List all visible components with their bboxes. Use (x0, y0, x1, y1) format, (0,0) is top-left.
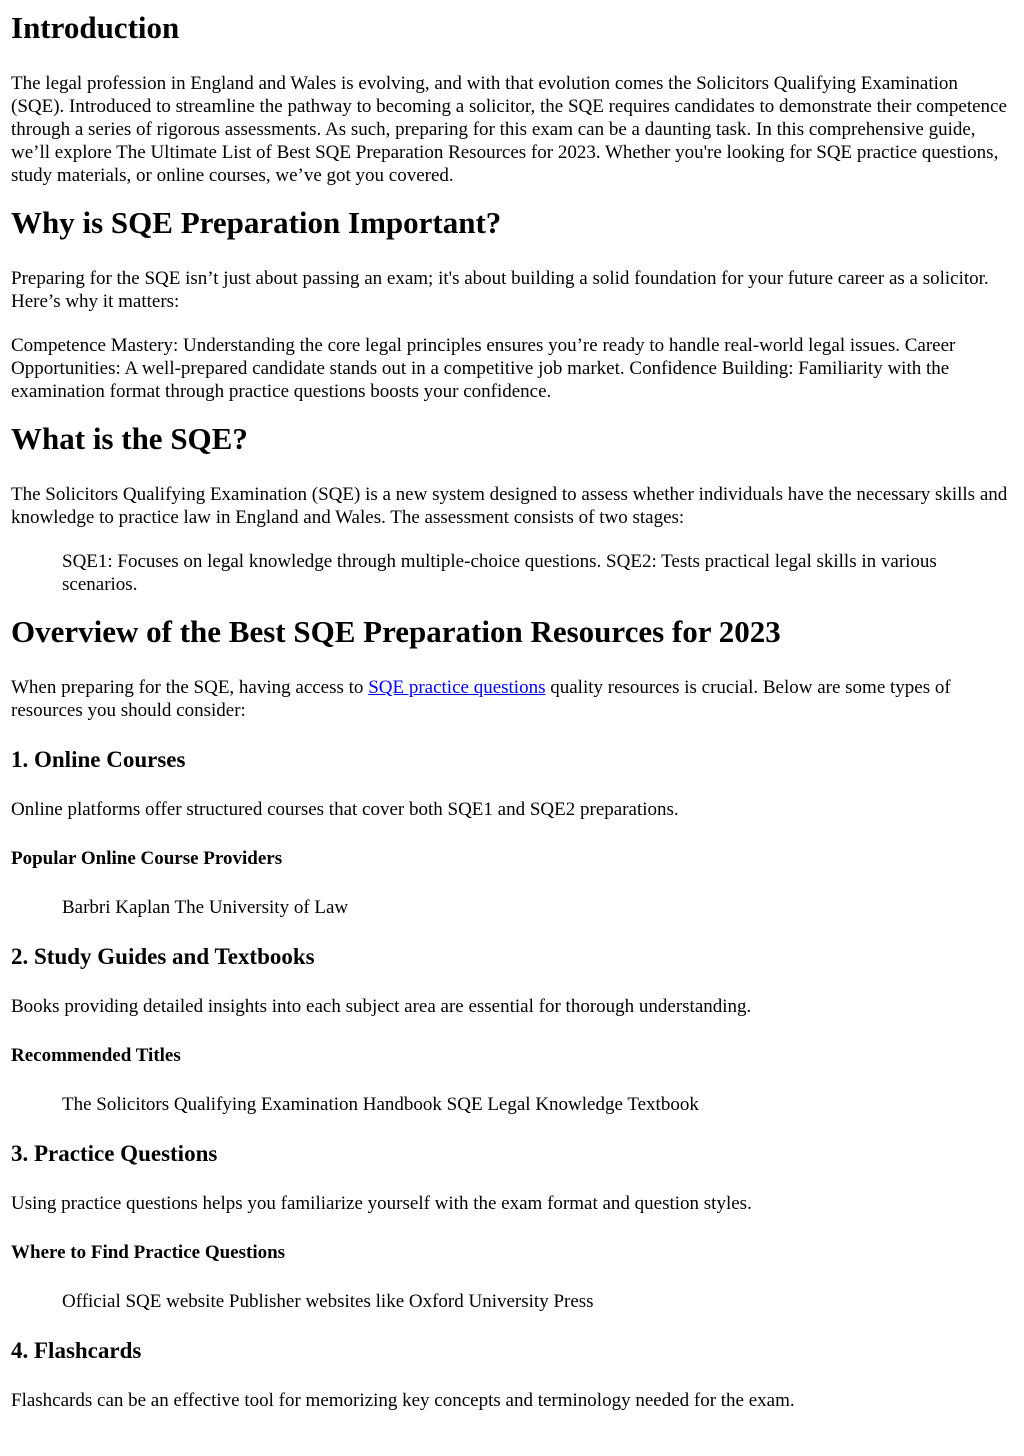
heading-practice-questions: 3. Practice Questions (11, 1141, 218, 1166)
heading-what-is-sqe: What is the SQE? (11, 421, 248, 456)
sqe-practice-questions-link[interactable]: SQE practice questions (368, 677, 546, 698)
heading-flashcards: 4. Flashcards (11, 1338, 142, 1363)
heading-study-guides: 2. Study Guides and Textbooks (11, 944, 315, 969)
guides-paragraph: Books providing detailed insights into each subject area are essential for thorough understanding. (11, 996, 752, 1017)
sqe-stages-quote: SQE1: Focuses on legal knowledge through multiple-choice questions. SQE2: Tests practical legal skills in various scenarios. (62, 551, 937, 595)
why-paragraph-1: Preparing for the SQE isn’t just about passing an exam; it's about building a solid foundation for your future career as a solicitor. Here’s why it matters: (11, 268, 989, 312)
overview-paragraph (11, 676, 1013, 722)
heading-introduction: Introduction (11, 10, 180, 45)
providers-quote: Barbri Kaplan The University of Law (62, 897, 349, 918)
heading-overview: Overview of the Best SQE Preparation Resources for 2023 (11, 614, 781, 649)
courses-paragraph: Online platforms offer structured courses that cover both SQE1 and SQE2 preparations. (11, 799, 679, 820)
overview-text-before-link: When preparing for the SQE, having access to (11, 677, 364, 698)
heading-why-important: Why is SQE Preparation Important? (11, 205, 502, 240)
flashcards-paragraph: Flashcards can be an effective tool for memorizing key concepts and terminology needed for the exam. (11, 1390, 795, 1411)
heading-where-to-find: Where to Find Practice Questions (11, 1242, 286, 1263)
titles-quote: The Solicitors Qualifying Examination Handbook SQE Legal Knowledge Textbook (62, 1094, 699, 1115)
practice-sources-quote: Official SQE website Publisher websites like Oxford University Press (62, 1291, 594, 1312)
heading-online-courses: 1. Online Courses (11, 747, 186, 772)
heading-popular-providers: Popular Online Course Providers (11, 848, 283, 869)
why-paragraph-2: Competence Mastery: Understanding the core legal principles ensures you’re ready to handle real-world legal issues. Career Opportunities: A well-prepared candidate stands out in a competitive job market. Confidence Building: Familiarity with the examination format through practice questions boosts your confidence. (11, 335, 956, 402)
practice-paragraph: Using practice questions helps you familiarize yourself with the exam format and question styles. (11, 1193, 752, 1214)
intro-paragraph: The legal profession in England and Wales is evolving, and with that evolution comes the Solicitors Qualifying Examination (SQE). Introduced to streamline the pathway to becoming a solicitor, the SQE requires candidates to demonstrate their competence through a series of rigorous assessments. As such, preparing for this exam can be a daunting task. In this comprehensive guide, we’ll explore The Ultimate List of Best SQE Preparation Resources for 2023. Whether you're looking for SQE practice questions, study materials, or online courses, we’ve got you covered. (11, 73, 1007, 186)
what-paragraph: The Solicitors Qualifying Examination (SQE) is a new system designed to assess whether individuals have the necessary skills and knowledge to practice law in England and Wales. The assessment consists of two stages: (11, 484, 1008, 528)
heading-recommended-titles: Recommended Titles (11, 1045, 181, 1066)
overview-text-after-link: quality resources is crucial. Below are some types of resources you should consider: (11, 677, 951, 721)
